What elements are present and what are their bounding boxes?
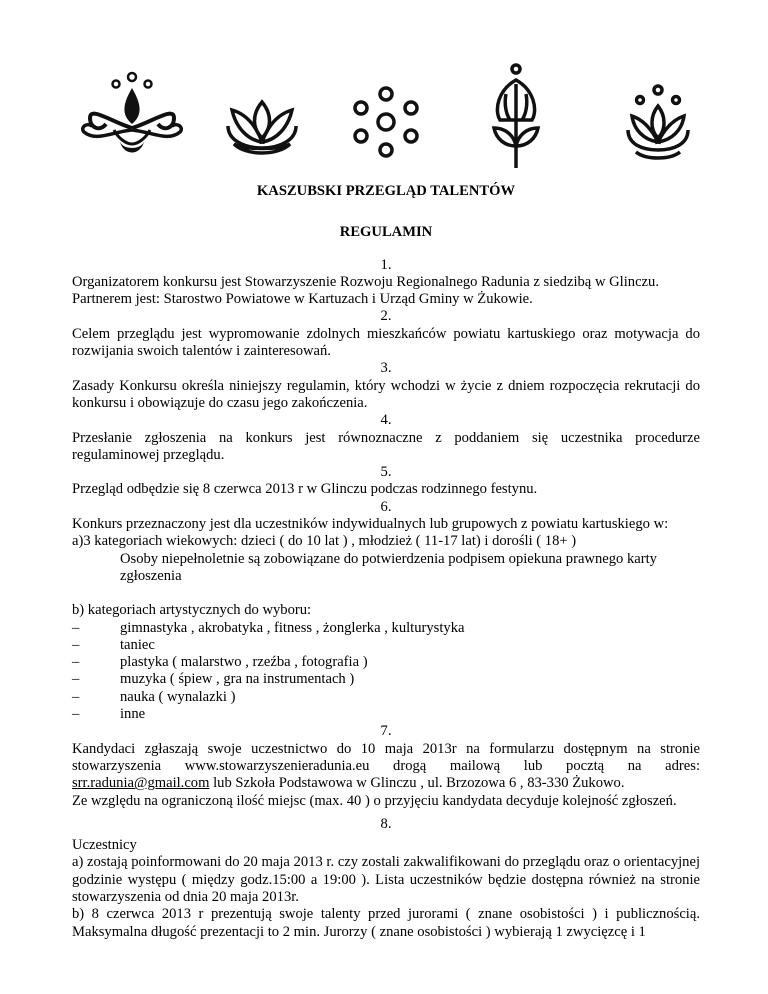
section-number: 3. [380,360,392,377]
category-list [72,620,700,724]
section-number: 8. [380,815,392,832]
tall-flower-ornament-icon [494,65,538,168]
section-text: b) kategoriach artystycznych do wyboru: [72,602,312,619]
section-text: Partnerem jest: Starostwo Powiatowe w Kartuzach i Urząd Gminy w Żukowie. [72,291,533,308]
section-text: a) zostają poinformowani do 20 maja 2013 r. czy zostali zakwalifikowani do przeglądu oraz o orientacyjnej godzinie występu ( między godz.15:00 a 19:00 ). Lista uczestników będzie dostępna również na stronie stowarzyszenia od dnia 20 maja 2013r. [72,854,700,905]
section-text: Przesłanie zgłoszenia na konkurs jest równoznaczne z poddaniem się uczestnika procedurze regulaminowej przeglądu. [72,429,700,463]
document-title: KASZUBSKI PRZEGLĄD TALENTÓW [256,183,516,199]
section-text: Kandydaci zgłaszają swoje uczestnictwo do 10 maja 2013r na formularzu dostępnym na stronie stowarzyszenia www.stowarzyszenieradunia.eu drogą mailową lub pocztą na adres: srr.radunia@gmail.com lub Szkoła Podstawowa w Glinczu , ul. Brzozowa 6 , 83-330 Żukowo. [72,740,700,792]
section-number: 7. [380,723,392,740]
lotus-ornament-icon [228,102,296,153]
section-note: Osoby niepełnoletnie są zobowiązane do potwierdzenia podpisem opiekuna prawnego karty zgłoszenia [120,550,657,584]
list-item: – inne [72,706,146,723]
section-number: 5. [380,464,392,481]
list-item: – nauka ( wynalazki ) [72,688,236,705]
section-text: Organizatorem konkursu jest Stowarzyszenie Rozwoju Regionalnego Radunia z siedzibą w Glinczu. [72,273,659,290]
tulip-curl-ornament-icon [83,73,182,153]
section-text: Zasady Konkursu określa niniejszy regulamin, który wchodzi w życie z dniem rozpoczęcia rekrutacji do konkursu i obowiązuje do czasu jego zakończenia. [72,377,700,411]
list-item: – muzyka ( śpiew , gra na instrumentach ) [72,671,355,688]
list-item: – taniec [72,636,155,653]
section-number: 4. [380,412,392,429]
section-text: b) 8 czerwca 2013 r prezentują swoje talenty przed jurorami ( znane osobistości ) i publicznością. Maksymalna długość prezentacji to 2 min. Jurorzy ( znane osobistości ) wybierają 1 zwycięzcę i 1 [72,906,700,940]
lotus-dots-ornament-icon [628,86,688,158]
section-number: 1. [380,256,392,273]
section-number: 6. [380,498,392,515]
circle-ring-ornament-icon [355,88,417,156]
list-item: – gimnastyka , akrobatyka , fitness , żonglerka , kulturystyka [72,619,465,636]
section-text: Uczestnicy [72,837,137,854]
kashubian-ornaments [0,62,768,172]
list-item: – plastyka ( malarstwo , rzeźba , fotografia ) [72,654,368,671]
regulations-document [72,183,700,941]
section-text: Konkurs przeznaczony jest dla uczestników indywidualnych lub grupowych z powiatu kartuskiego w: [72,516,669,533]
section-text: Ze względu na ograniczoną ilość miejsc (max. 40 ) o przyjęciu kandydata decyduje kolejność zgłoszeń. [72,792,677,809]
section-text: Celem przeglądu jest wypromowanie zdolnych mieszkańców powiatu kartuskiego oraz motywacja do rozwijania swoich talentów i zainteresowań. [72,325,700,360]
section-number: 2. [380,308,392,325]
section-text: Przegląd odbędzie się 8 czerwca 2013 r w Glinczu podczas rodzinnego festynu. [72,481,538,498]
email-link[interactable]: srr.radunia@gmail.com [72,775,210,792]
document-subtitle: REGULAMIN [339,224,433,241]
section-text: a)3 kategoriach wiekowych: dzieci ( do 10 lat ) , młodzież ( 11-17 lat) i dorośli ( 18+ ) [72,533,577,550]
